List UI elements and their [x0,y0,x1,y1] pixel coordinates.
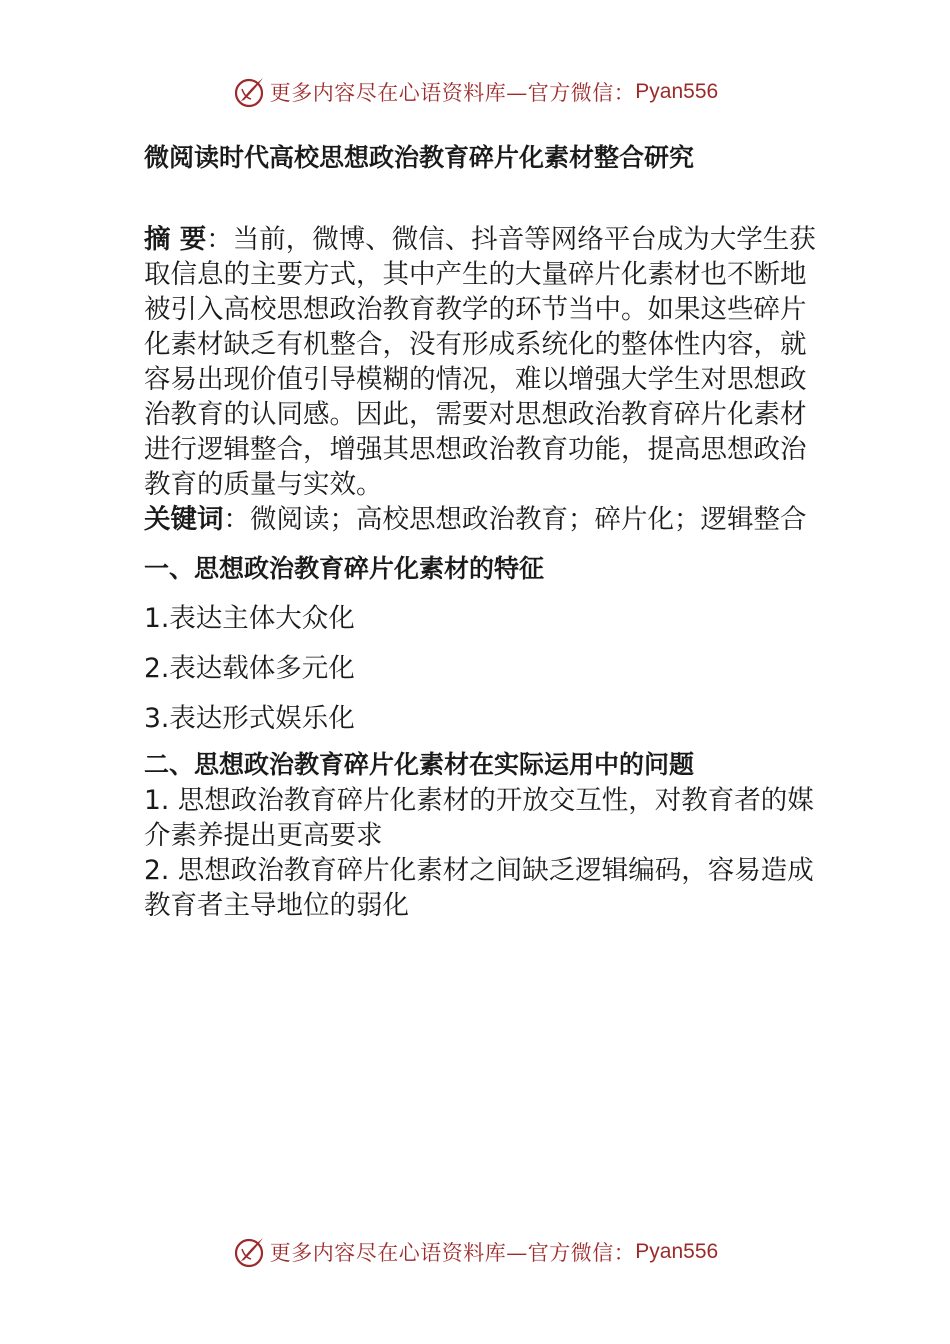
section-1-heading: 一、思想政治教育碎片化素材的特征 [144,554,545,583]
keywords-paragraph [144,502,824,537]
footer-banner [0,1232,950,1272]
abstract-text: ：当前，微博、微信、抖音等网络平台成为大学生获取信息的主要方式，其中产生的大量碎片化素材也不断地被引入高校思想政治教育教学的环节当中。如果这些碎片化素材缺乏有机整合，没有形成系统化的整体性内容，就容易出现价值引导模糊的情况，难以增强大学生对思想政治教育的认同感。因此，需要对思想政治教育碎片化素材进行逻辑整合，增强其思想政治教育功能，提高思想政治教育的质量与实效。 [144,224,816,500]
document-body [144,136,824,923]
section-2-item: 1. 思想政治教育碎片化素材的开放交互性，对教育者的媒介素养提出更高要求 [144,785,814,851]
banner-promo-text: 更多内容尽在心语资料库—官方微信： [269,1241,636,1265]
abstract-label: 摘 要 [144,224,207,255]
keywords-label: 关键词 [144,504,224,535]
banner-promo-text: 更多内容尽在心语资料库—官方微信： [269,81,636,105]
section-1-item: 1.表达主体大众化 [144,603,355,634]
banner-wechat-account: Pyan556 [635,80,719,103]
banner-wechat-account: Pyan556 [635,1240,719,1263]
keywords-text: ：微阅读；高校思想政治教育；碎片化；逻辑整合 [223,504,807,535]
section-1-item: 3.表达形式娱乐化 [144,703,355,734]
document-title: 微阅读时代高校思想政治教育碎片化素材整合研究 [144,143,695,172]
quill-logo-icon [232,1235,266,1269]
section-2-item: 2. 思想政治教育碎片化素材之间缺乏逻辑编码，容易造成教育者主导地位的弱化 [144,855,814,921]
header-banner [0,72,950,112]
abstract-paragraph [144,222,824,502]
section-2-heading: 二、思想政治教育碎片化素材在实际运用中的问题 [144,750,695,779]
quill-logo-icon [232,75,266,109]
section-1-item: 2.表达载体多元化 [144,653,355,684]
